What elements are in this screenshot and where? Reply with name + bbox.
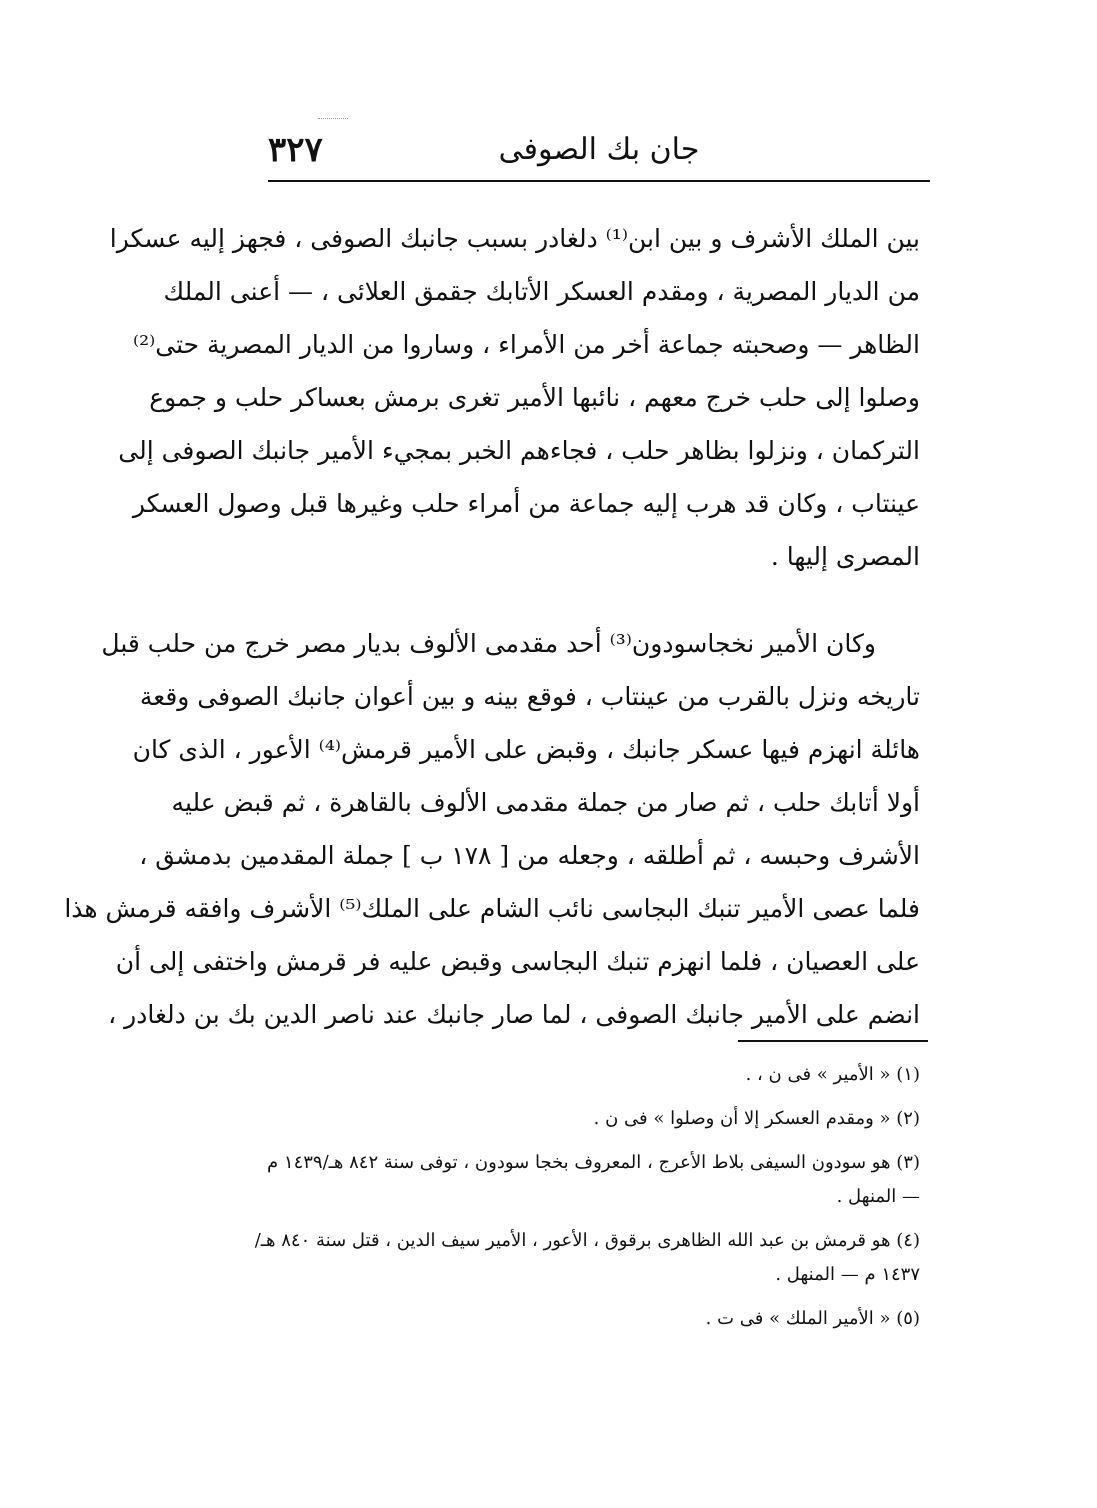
- text-line: وصلوا إلى حلب خرج معهم ، نائبها الأمير تغرى برمش بعساكر حلب و جموع: [149, 383, 920, 412]
- text-line: وكان الأمير نخجاسودون⁽³⁾ أحد مقدمى الألوف بديار مصر خرج من حلب قبل: [101, 629, 876, 658]
- paragraph-gap: [268, 583, 920, 617]
- page-number: ٣٢٧: [268, 130, 323, 170]
- running-title: جان بك الصوفى: [498, 132, 700, 167]
- header-rule: [268, 180, 930, 182]
- text-line: أولا أتابك حلب ، ثم صار من جملة مقدمى الألوف بالقاهرة ، ثم قبض عليه: [171, 788, 920, 817]
- text-line: انضم على الأمير جانبك الصوفى ، لما صار جانبك عند ناصر الدين بك بن دلغادر ،: [108, 1000, 920, 1029]
- text-line: على العصيان ، فلما انهزم تنبك البجاسى وقبض عليه فر قرمش واختفى إلى أن: [115, 947, 920, 976]
- text-line: الظاهر — وصحبته جماعة أخر من الأمراء ، وساروا من الديار المصرية حتى⁽²⁾: [132, 330, 920, 359]
- footnote-line: (٢) « ومقدم العسكر إلا أن وصلوا » فى ن .: [593, 1108, 920, 1129]
- footnote-rule: [738, 1040, 928, 1042]
- footnotes: [254, 1058, 920, 1336]
- text-line: الأشرف وحبسه ، ثم أطلقه ، وجعله من [ ١٧٨ ب ] جملة المقدمين بدمشق ،: [139, 841, 920, 870]
- footnote-line: (١) « الأمير » فى ن ، .: [745, 1064, 920, 1085]
- text-line: عينتاب ، وكان قد هرب إليه جماعة من أمراء حلب وغيرها قبل وصول العسكر: [132, 489, 920, 518]
- text-line: فلما عصى الأمير تنبك البجاسى نائب الشام على الملك⁽⁵⁾ الأشرف وافقه قرمش هذا: [64, 894, 920, 923]
- paragraph: [64, 617, 920, 1041]
- footnote-line: (٤) هو قرمش بن عبد الله الظاهرى برقوق ، الأعور ، الأمير سيف الدين ، قتل سنة ٨٤٠ هـ/: [254, 1230, 920, 1251]
- footnote-line: — المنهل .: [836, 1186, 920, 1207]
- text-line: بين الملك الأشرف و بين ابن⁽¹⁾ دلغادر بسبب جانبك الصوفى ، فجهز إليه عسكرا: [109, 224, 920, 253]
- footnote-line: ١٤٣٧ م — المنهل .: [775, 1264, 920, 1285]
- text-line: من الديار المصرية ، ومقدم العسكر الأتابك جقمق العلائى ، — أعنى الملك: [163, 277, 920, 306]
- footnote-line: (٥) « الأمير الملك » فى ت .: [705, 1308, 920, 1329]
- text-line: التركمان ، ونزلوا بظاهر حلب ، فجاءهم الخبر بمجيء الأمير جانبك الصوفى إلى: [118, 436, 920, 465]
- paragraph: [109, 212, 920, 583]
- page-header: [268, 128, 930, 178]
- footnote-line: (٣) هو سودون السيفى بلاط الأعرج ، المعروف بخجا سودون ، توفى سنة ٨٤٢ هـ/١٤٣٩ م: [267, 1152, 920, 1173]
- main-text: [64, 212, 920, 1041]
- text-line: هائلة انهزم فيها عسكر جانبك ، وقبض على الأمير قرمش⁽⁴⁾ الأعور ، الذى كان: [132, 735, 920, 764]
- text-line: المصرى إليها .: [770, 542, 920, 571]
- text-line: تاريخه ونزل بالقرب من عينتاب ، فوقع بينه و بين أعوان جانبك الصوفى وقعة: [139, 682, 920, 711]
- scan-artifact: [318, 118, 348, 119]
